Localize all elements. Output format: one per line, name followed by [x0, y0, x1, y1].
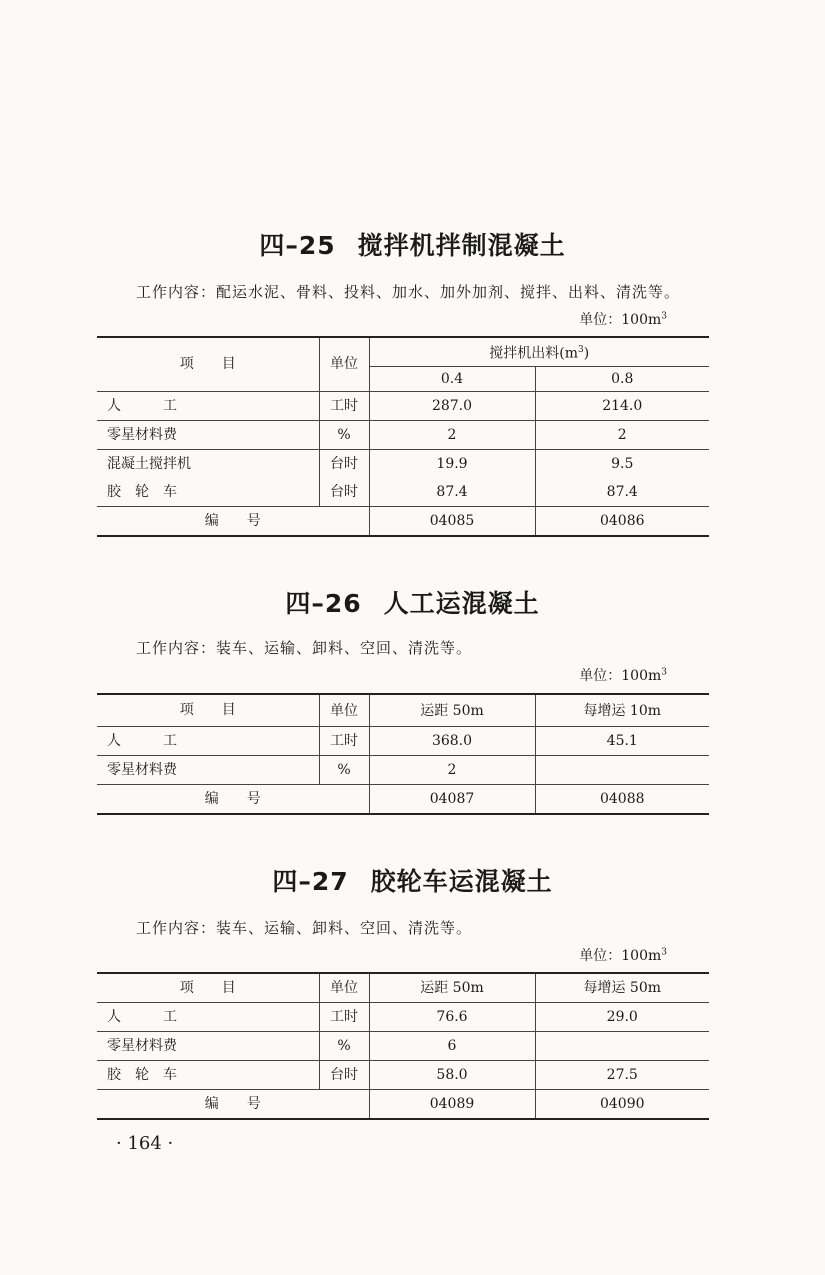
row-unit: 台时 — [319, 1061, 369, 1090]
table-4-27 — [97, 972, 709, 1120]
unit-label: 单位：$100m^3$ — [579, 311, 667, 328]
footer-code-1: 04085 — [369, 506, 535, 536]
table-row — [97, 1061, 709, 1090]
footer-code-2: 04090 — [535, 1090, 709, 1120]
page-number: · 164 · — [116, 1133, 174, 1154]
row-value-2: 45.1 — [535, 727, 709, 756]
row-value-2: 87.4 — [535, 478, 709, 507]
table-row — [97, 1032, 709, 1061]
footer-code-2: 04086 — [535, 506, 709, 536]
header-unit: 单位 — [319, 694, 369, 727]
table-row — [97, 1003, 709, 1032]
section-code: 四–27 — [272, 867, 349, 896]
footer-code-2: 04088 — [535, 785, 709, 815]
footer-label: 编 号 — [97, 506, 369, 536]
footer-label: 编 号 — [97, 1090, 369, 1120]
section-name: 搅拌机拌制混凝土 — [357, 231, 566, 260]
row-value-1: 368.0 — [369, 727, 535, 756]
header-item: 项 目 — [97, 973, 319, 1003]
section-title-4-25 — [0, 226, 825, 262]
section-name: 人工运混凝土 — [383, 589, 540, 618]
table-row — [97, 478, 709, 507]
section-code: 四–26 — [285, 589, 362, 618]
footer-code-1: 04089 — [369, 1090, 535, 1120]
row-item: 人 工 — [97, 1003, 319, 1032]
work-content: 工作内容：装车、运输、卸料、空回、清洗等。 — [136, 639, 473, 657]
header-col2: 每增运 10m — [535, 694, 709, 727]
row-value-1: 19.9 — [369, 449, 535, 478]
row-value-1: 2 — [369, 756, 535, 785]
footer-label: 编 号 — [97, 785, 369, 815]
row-value-1: 76.6 — [369, 1003, 535, 1032]
row-item: 人 工 — [97, 391, 319, 420]
header-col1: 0.4 — [369, 366, 535, 391]
row-item: 零星材料费 — [97, 420, 319, 449]
section-code: 四–25 — [259, 231, 336, 260]
row-unit: 工时 — [319, 391, 369, 420]
table-row — [97, 449, 709, 478]
header-col2: 每增运 50m — [535, 973, 709, 1003]
work-content: 工作内容：配运水泥、骨料、投料、加水、加外加剂、搅拌、出料、清洗等。 — [136, 283, 681, 301]
row-value-2: 27.5 — [535, 1061, 709, 1090]
table-4-25 — [97, 336, 709, 537]
work-content: 工作内容：装车、运输、卸料、空回、清洗等。 — [136, 919, 473, 937]
header-item: 项 目 — [97, 694, 319, 727]
table-row — [97, 756, 709, 785]
section-name: 胶轮车运混凝土 — [370, 867, 553, 896]
row-value-2: 2 — [535, 420, 709, 449]
footer-code-1: 04087 — [369, 785, 535, 815]
row-item: 胶 轮 车 — [97, 478, 319, 507]
row-item: 胶 轮 车 — [97, 1061, 319, 1090]
unit-label: 单位：$100m^3$ — [579, 667, 667, 684]
row-value-2: 9.5 — [535, 449, 709, 478]
row-item: 混凝土搅拌机 — [97, 449, 319, 478]
row-value-1: 58.0 — [369, 1061, 535, 1090]
row-value-2: 214.0 — [535, 391, 709, 420]
table-4-26 — [97, 693, 709, 815]
header-group: 搅拌机出料$(m^3)$ — [369, 337, 709, 366]
table-row — [97, 420, 709, 449]
header-col1: 运距 50m — [369, 973, 535, 1003]
row-unit: 工时 — [319, 727, 369, 756]
row-item: 人 工 — [97, 727, 319, 756]
row-item: 零星材料费 — [97, 756, 319, 785]
row-value-2: 29.0 — [535, 1003, 709, 1032]
header-unit: 单位 — [319, 973, 369, 1003]
row-unit: 台时 — [319, 478, 369, 507]
row-value-1: 6 — [369, 1032, 535, 1061]
row-value-2 — [535, 1032, 709, 1061]
footer-row — [97, 506, 709, 536]
row-unit: % — [319, 420, 369, 449]
footer-row — [97, 785, 709, 815]
table-row — [97, 391, 709, 420]
row-unit: 台时 — [319, 449, 369, 478]
row-unit: 工时 — [319, 1003, 369, 1032]
row-unit: % — [319, 756, 369, 785]
row-unit: % — [319, 1032, 369, 1061]
row-value-1: 287.0 — [369, 391, 535, 420]
section-title-4-27 — [0, 862, 825, 898]
row-value-1: 87.4 — [369, 478, 535, 507]
unit-label: 单位：$100m^3$ — [579, 947, 667, 964]
footer-row — [97, 1090, 709, 1120]
header-item: 项 目 — [97, 337, 319, 391]
table-row — [97, 727, 709, 756]
section-title-4-26 — [0, 584, 825, 620]
header-col2: 0.8 — [535, 366, 709, 391]
row-value-2 — [535, 756, 709, 785]
row-item: 零星材料费 — [97, 1032, 319, 1061]
row-value-1: 2 — [369, 420, 535, 449]
header-col1: 运距 50m — [369, 694, 535, 727]
header-unit: 单位 — [319, 337, 369, 391]
